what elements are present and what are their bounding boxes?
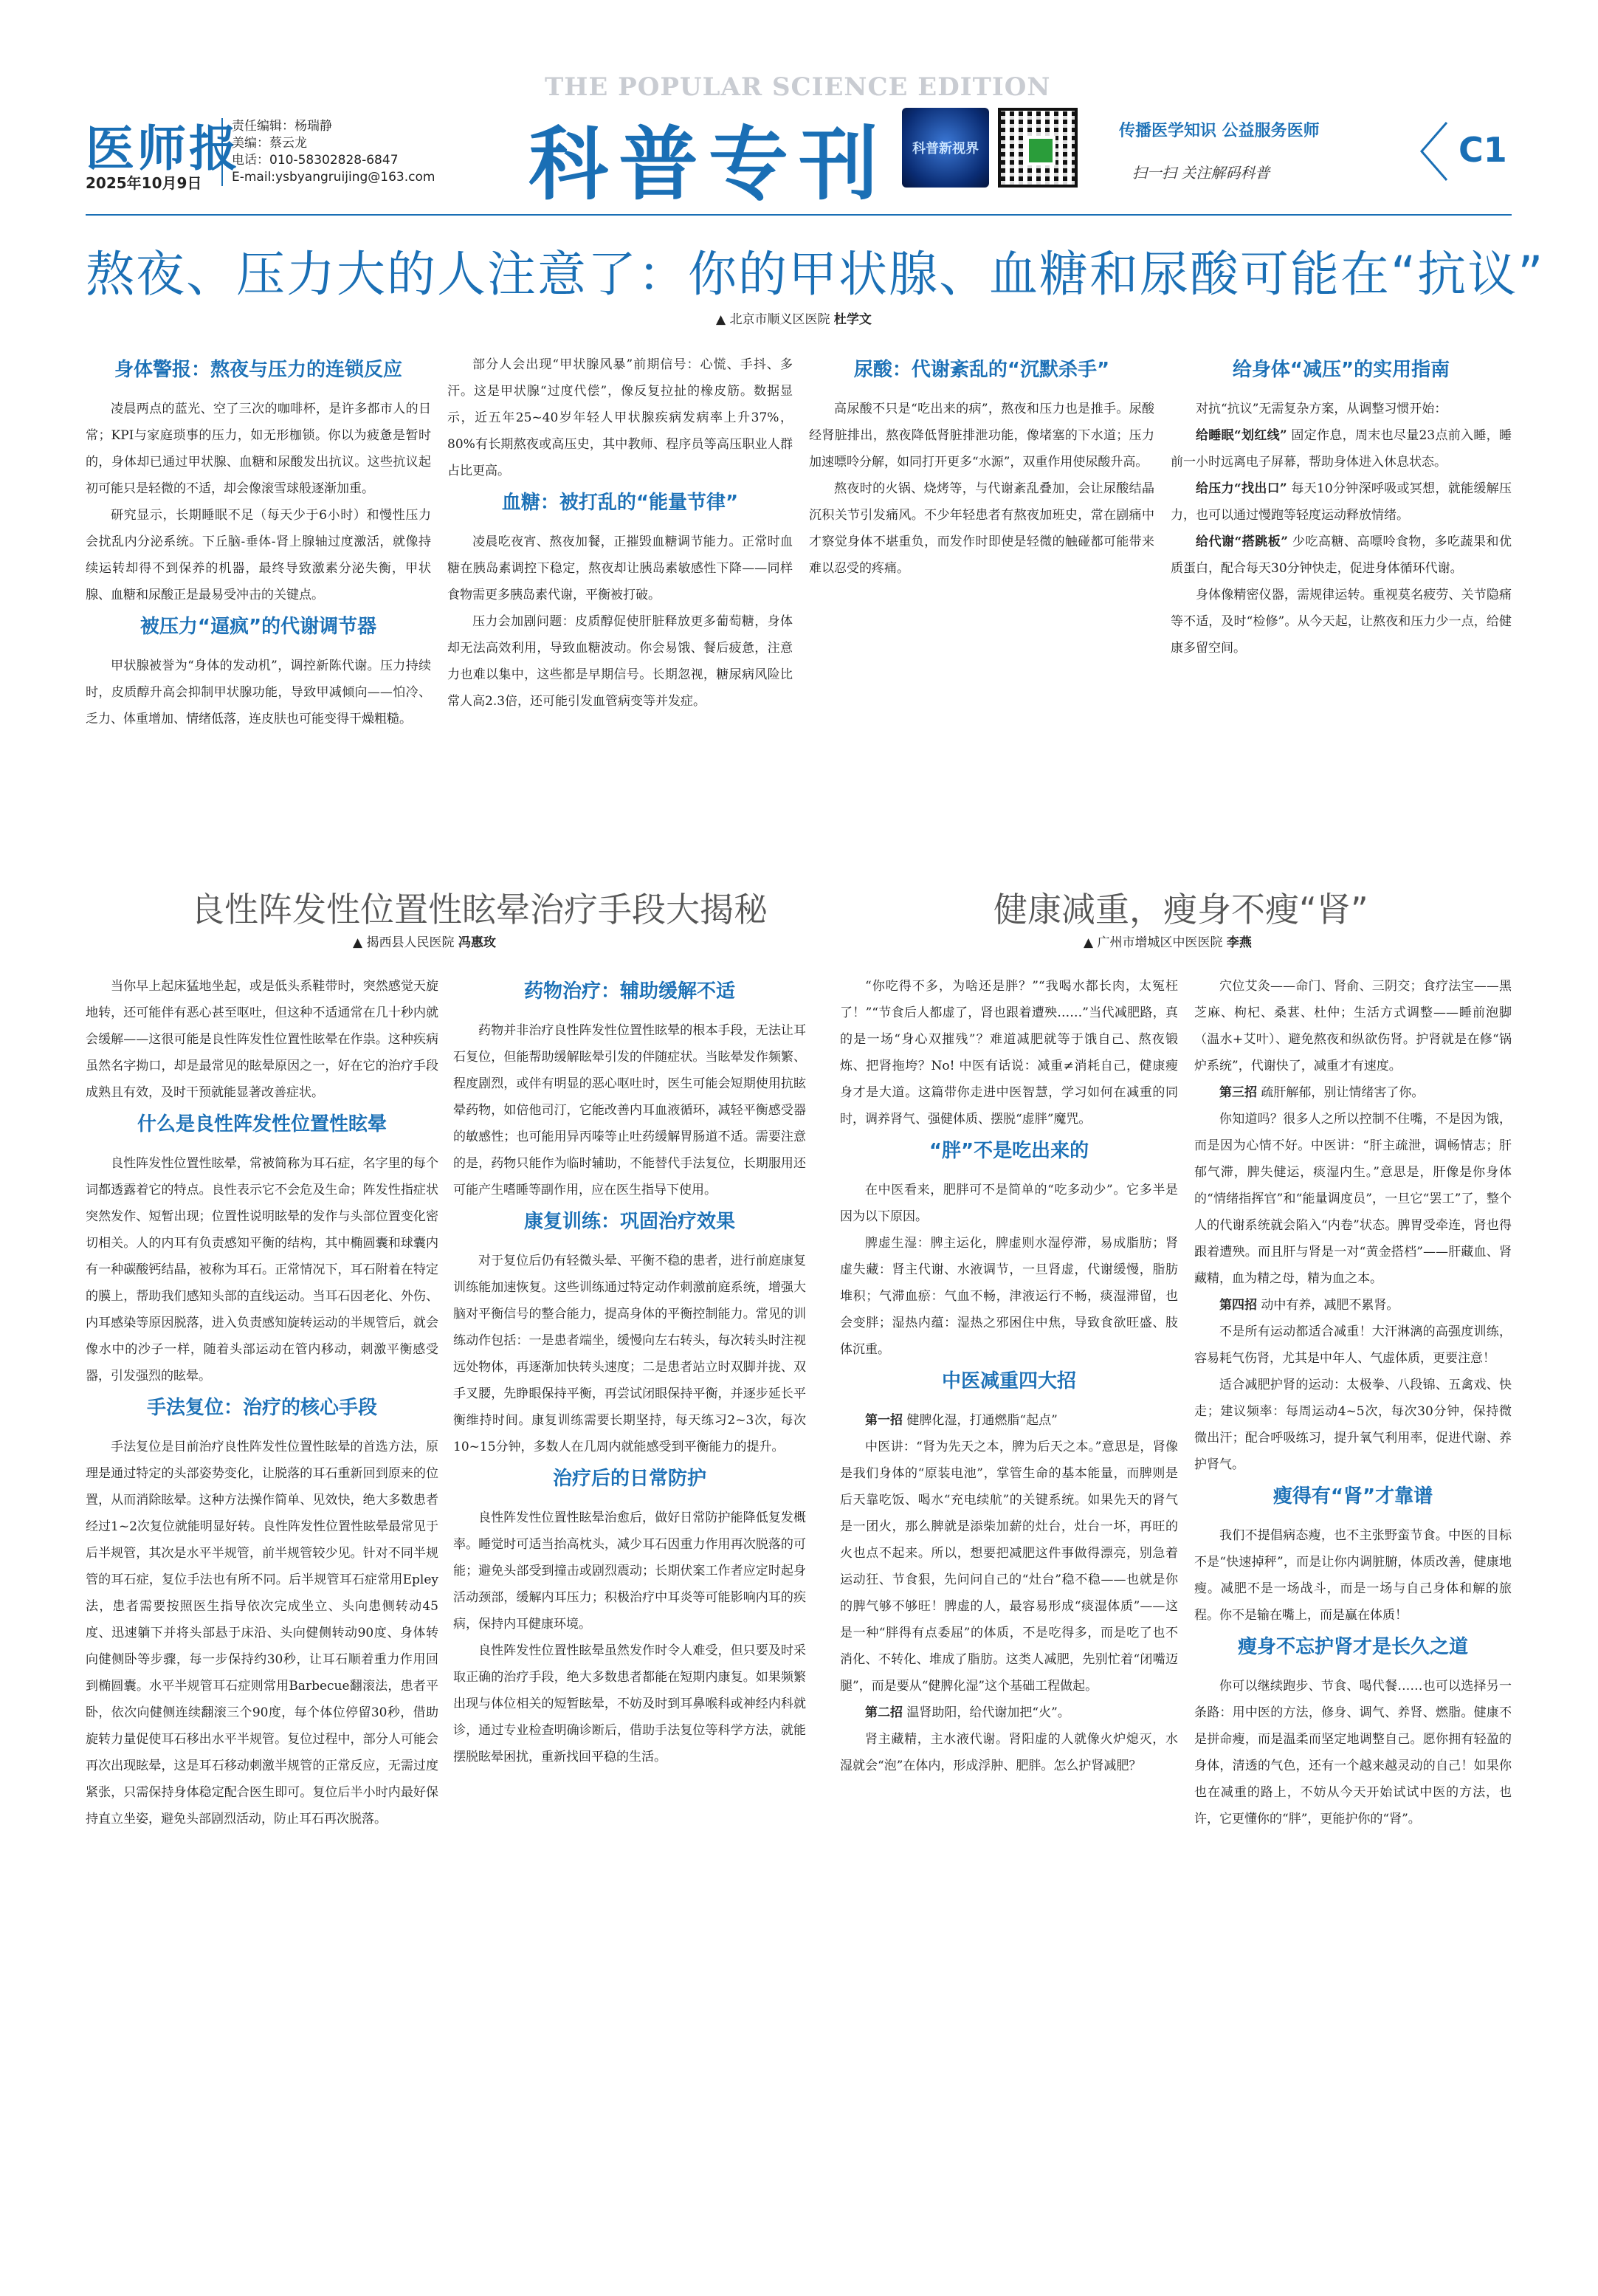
- paragraph: 身体像精密仪器，需规律运转。重视莫名疲劳、关节隐痛等不适，及时“检修”。从今天起，让熬夜和压力少一点，给健康多留空间。: [1171, 588, 1512, 656]
- method-paragraph: [1194, 1292, 1512, 1319]
- section-heading: 药物治疗：辅助缓解不适: [523, 980, 735, 1003]
- method-text: 疏肝解郁，别让情绪害了你。: [1257, 1085, 1425, 1100]
- author-name: 冯惠玫: [458, 935, 496, 950]
- paragraph: 脾虚生湿：脾主运化，脾虚则水湿停滞，易成脂肪；肾虚失藏：肾主代谢、水液调节，一旦肾虚，代谢缓慢，脂肪堆积；气滞血瘀：气血不畅，津液运行不畅，痰湿滞留，也会变胖；湿热内蕴：湿热之邪困住中焦，导致食欲旺盛、肢体沉重。: [840, 1236, 1178, 1357]
- paragraph: 良性阵发性位置性眩晕治愈后，做好日常防护能降低复发概率。睡觉时可适当抬高枕头，减少耳石因重力作用再次脱落的可能；避免头部受到撞击或剧烈震动；长期伏案工作者应定时起身活动颈部，缓解内耳压力；积极治疗中耳炎等可能影响内耳的疾病，保持内耳健康环境。: [453, 1510, 806, 1632]
- article3-column-2: [1194, 973, 1512, 2243]
- scan-prompt: 扫一扫 关注解码科普: [1132, 164, 1270, 182]
- author-org: ▲ 广州市增城区中医医院: [1084, 935, 1227, 950]
- masthead-divider: [86, 214, 1512, 216]
- author-name: 杜学文: [833, 312, 872, 327]
- paragraph: “你吃得不多，为啥还是胖？”“我喝水都长肉，太冤枉了！”“节食后人都虚了，肾也跟着遭殃……”当代减肥路，真的是一场“身心双摧残”？难道减肥就等于饿自己、熬夜锻炼、把肾拖垮？No! 中医有话说：减重≠消耗自己，健康瘦身才是大道。这篇带你走进中医智慧，学习如何在减重的同时，调养肾气、强健体质、摆脱“虚胖”魔咒。: [840, 979, 1178, 1127]
- section-heading: 什么是良性阵发性位置性眩晕: [137, 1113, 387, 1135]
- edition-badge-image: [902, 108, 989, 188]
- tip-paragraph: [1171, 529, 1512, 582]
- slogan: 传播医学知识 公益服务医师: [1119, 122, 1320, 140]
- section-heading: 给身体“减压”的实用指南: [1232, 359, 1450, 381]
- qr-code-icon[interactable]: [998, 108, 1078, 188]
- paragraph: 对于复位后仍有轻微头晕、平衡不稳的患者，进行前庭康复训练能加速恢复。这些训练通过特定动作刺激前庭系统，增强大脑对平衡信号的整合能力，提高身体的平衡控制能力。常见的训练动作包括：一是患者端坐，缓慢向左右转头，每次转头时注视远处物体，再逐渐加快转头速度；二是患者站立时双脚并拢、双手叉腰，先睁眼保持平衡，再尝试闭眼保持平衡，并逐步延长平衡维持时间。康复训练需要长期坚持，每天练习2~3次，每次10~15分钟，多数人在几周内就能感受到平衡能力的提升。: [453, 1254, 806, 1454]
- tip-label: 给压力“找出口”: [1196, 481, 1287, 496]
- method-label: 第一招: [865, 1413, 903, 1428]
- method-label: 第三招: [1219, 1085, 1257, 1100]
- paragraph: 当你早上起床猛地坐起，或是低头系鞋带时，突然感觉天旋地转，还可能伴有恶心甚至呕吐，但这种不适通常在几十秒内就会缓解——这很可能是良性阵发性位置性眩晕在作祟。这种疾病虽然名字拗口，却是最常见的眩晕原因之一，好在它的治疗手段成熟且有效，及时干预就能显著改善症状。: [86, 979, 438, 1100]
- paragraph: 手法复位是目前治疗良性阵发性位置性眩晕的首选方法，原理是通过特定的头部姿势变化，让脱落的耳石重新回到原来的位置，从而消除眩晕。这种方法操作简单、见效快，绝大多数患者经过1~2次复位就能明显好转。良性阵发性位置性眩晕最常见于后半规管，其次是水平半规管，前半规管较少见。针对不同半规管的耳石症，复位手法也有所不同。后半规管耳石症常用Epley法，患者需要按照医生指导依次完成坐立、头向患侧转动45度、迅速躺下并将头部悬于床沿、头向健侧转动90度、身体转向健侧卧等步骤，每一步保持约30秒，让耳石顺着重力作用回到椭圆囊。水平半规管耳石症则常用Barbecue翻滚法，患者平卧，依次向健侧连续翻滚三个90度，每个体位停留30秒，借助旋转力量促使耳石移出水平半规管。复位过程中，部分人可能会再次出现眩晕，这是耳石移动刺激半规管的正常反应，无需过度紧张，只需保持身体稳定配合医生即可。复位后半小时内最好保持直立坐姿，避免头部剧烈活动，防止耳石再次脱落。: [86, 1440, 438, 1826]
- method-text: 健脾化湿，打通燃脂“起点”: [903, 1413, 1058, 1428]
- section-heading: 中医减重四大招: [941, 1370, 1076, 1392]
- tip-label: 给睡眠“划红线”: [1196, 428, 1287, 443]
- author-name: 李燕: [1226, 935, 1252, 950]
- paragraph: 适合减肥护肾的运动：太极拳、八段锦、五禽戏、快走；建议频率：每周运动4~5次，每次30分钟，保持微微出汗；配合呼吸练习，提升氧气利用率，促进代谢、养护肾气。: [1194, 1378, 1512, 1472]
- section-heading: 康复训练：巩固治疗效果: [523, 1211, 735, 1233]
- article-byline: [716, 309, 872, 327]
- article1-column-1: [86, 351, 431, 868]
- paragraph: 中医讲：“肾为先天之本，脾为后天之本。”意思是，肾像是我们身体的“原装电池”，掌管生命的基本能量，而脾则是后天靠吃饭、喝水“充电续航”的关键系统。如果先天的肾气是一团火，那么脾就是添柴加薪的灶台，灶台一坏，再旺的火也点不起来。所以，想要把减肥这件事做得漂亮，别急着运动狂、节食狠，先问问自己的“灶台”稳不稳——也就是你的脾气够不够旺！脾虚的人，最容易形成“痰湿体质”——这是一种“胖得有点委屈”的体质，不是吃得多，而是吃了也不消化、不转化、堆成了脂肪。这类人减肥，先别忙着“闭嘴迈腿”，而是要从“健脾化湿”这个基础工程做起。: [840, 1440, 1178, 1694]
- method-paragraph: [840, 1699, 1178, 1726]
- paragraph: 我们不提倡病态瘦，也不主张野蛮节食。中医的目标不是“快速掉秤”，而是让你内调脏腑，体质改善，健康地瘦。减肥不是一场战斗，而是一场与自己身体和解的旅程。你不是输在嘴上，而是赢在体质！: [1194, 1528, 1512, 1623]
- paragraph: 压力会加剧问题：皮质醇促使肝脏释放更多葡萄糖，身体却无法高效利用，导致血糖波动。你会易饿、餐后疲惫，注意力也难以集中，这些都是早期信号。长期忽视，糖尿病风险比常人高2.3倍，还可能引发血管病变等并发症。: [447, 614, 793, 709]
- article2-column-2: [453, 973, 806, 2243]
- article-title: 健康减重，瘦身不瘦“肾”: [993, 890, 1368, 929]
- section-heading: 手法复位：治疗的核心手段: [146, 1397, 377, 1419]
- section-heading: 被压力“逼疯”的代谢调节器: [140, 616, 377, 638]
- paragraph: 你可以继续跑步、节食、喝代餐……也可以选择另一条路：用中医的方法，修身、调气、养肾、燃脂。健康不是拼命瘦，而是温柔而坚定地调整自己。愿你拥有轻盈的身体，清透的气色，还有一个越来越灵动的自己！如果你也在减重的路上，不妨从今天开始试试中医的方法，也许，它更懂你的“胖”，更能护你的“肾”。: [1194, 1679, 1512, 1826]
- paragraph: 你知道吗？很多人之所以控制不住嘴，不是因为饿，而是因为心情不好。中医讲：“肝主疏泄，调畅情志；肝郁气滞，脾失健运，痰湿内生。”意思是，肝像是你身体的“情绪指挥官”和“能量调度员”，一旦它“罢工”了，整个人的代谢系统就会陷入“内卷”状态。脾胃受牵连，肾也得跟着遭殃。而且肝与肾是一对“黄金搭档”——肝藏血、肾藏精，血为精之母，精为血之本。: [1194, 1112, 1512, 1286]
- editor-line: 电话：010-58302828-6847: [232, 153, 399, 168]
- tip-text: 固定作息，周末也尽量23点前入睡，睡前一小时远离电子屏幕，帮助身体进入休息状态。: [1171, 428, 1512, 470]
- editor-line: 责任编辑：杨瑞静: [232, 119, 332, 134]
- paragraph: 穴位艾灸——命门、肾俞、三阴交；食疗法宝——黑芝麻、枸杞、桑葚、杜仲；生活方式调整——睡前泡脚（温水+艾叶）、避免熬夜和纵欲伤肾。护肾就是在修“锅炉系统”，代谢快了，减重才有速度。: [1194, 979, 1512, 1073]
- paragraph: 良性阵发性位置性眩晕虽然发作时令人难受，但只要及时采取正确的治疗手段，绝大多数患者都能在短期内康复。如果频繁出现与体位相关的短暂眩晕，不妨及时到耳鼻喉科或神经内科就诊，通过专业检查明确诊断后，借助手法复位等科学方法，就能摆脱眩晕困扰，重新找回平稳的生活。: [453, 1643, 806, 1764]
- section-heading: 治疗后的日常防护: [552, 1468, 706, 1490]
- newspaper-logo: 医师报: [86, 120, 241, 177]
- paragraph: 药物并非治疗良性阵发性位置性眩晕的根本手段，无法让耳石复位，但能帮助缓解眩晕引发的伴随症状。当眩晕发作频繁、程度剧烈，或伴有明显的恶心呕吐时，医生可能会短期使用抗眩晕药物，如倍他司汀，它能改善内耳血液循环，减轻平衡感受器的敏感性；也可能用异丙嗪等止吐药缓解胃肠道不适。需要注意的是，药物只能作为临时辅助，不能替代手法复位，长期服用还可能产生嗜睡等副作用，应在医生指导下使用。: [453, 1023, 806, 1197]
- article1-column-3: [809, 351, 1154, 868]
- article1-column-4: [1171, 351, 1512, 868]
- method-label: 第二招: [865, 1705, 903, 1720]
- paragraph: 熬夜时的火锅、烧烤等，与代谢紊乱叠加，会让尿酸结晶沉积关节引发痛风。不少年轻患者有熬夜加班史，常在剧痛中才察觉身体不堪重负，而发作时即使是轻微的触碰都可能带来难以忍受的疼痛。: [809, 481, 1154, 576]
- badge-text: 科普新视界: [912, 141, 979, 157]
- author-org: ▲ 北京市顺义区医院: [716, 312, 834, 327]
- paragraph: 肾主藏精，主水液代谢。肾阳虚的人就像火炉熄灭，水湿就会“泡”在体内，形成浮肿、肥胖。怎么护肾减肥？: [840, 1732, 1178, 1773]
- method-text: 动中有养，减肥不累肾。: [1257, 1298, 1399, 1313]
- method-label: 第四招: [1219, 1298, 1257, 1313]
- paragraph: 不是所有运动都适合减重！大汗淋漓的高强度训练，容易耗气伤肾，尤其是中年人、气虚体质，更要注意！: [1194, 1324, 1512, 1366]
- editor-line: E-mail:ysbyangruijing@163.com: [232, 170, 435, 185]
- paragraph: 高尿酸不只是“吃出来的病”，熬夜和压力也是推手。尿酸经肾脏排出，熬夜降低肾脏排泄功能，像堵塞的下水道；压力加速嘌呤分解，如同打开更多“水源”，双重作用使尿酸升高。: [809, 402, 1154, 470]
- paragraph: 良性阵发性位置性眩晕，常被简称为耳石症，名字里的每个词都透露着它的特点。良性表示它不会危及生命；阵发性指症状突然发作、短暂出现；位置性说明眩晕的发作与头部位置变化密切相关。人的内耳有负责感知平衡的结构，其中椭圆囊和球囊内有一种碳酸钙结晶，被称为耳石。正常情况下，耳石附着在特定的膜上，帮助我们感知头部的直线运动。当耳石因老化、外伤、内耳感染等原因脱落，进入负责感知旋转运动的半规管后，就会像水中的沙子一样，随着头部运动在管内移动，刺激平衡感受器，引发强烈的眩晕。: [86, 1156, 438, 1384]
- article3-column-1: [840, 973, 1178, 2243]
- edition-english-title: THE POPULAR SCIENCE EDITION: [545, 72, 1051, 102]
- section-heading: 瘦得有“肾”才靠谱: [1272, 1485, 1433, 1508]
- section-heading: “胖”不是吃出来的: [929, 1140, 1089, 1162]
- method-text: 温肾助阳，给代谢加把“火”。: [903, 1705, 1070, 1720]
- method-paragraph: [1194, 1079, 1512, 1106]
- section-heading: 瘦身不忘护肾才是长久之道: [1237, 1636, 1468, 1658]
- editor-line: 美编：蔡云龙: [232, 136, 307, 151]
- paragraph: 在中医看来，肥胖可不是简单的“吃多动少”。它多半是因为以下原因。: [840, 1183, 1178, 1224]
- method-paragraph: [840, 1407, 1178, 1434]
- tip-paragraph: [1171, 422, 1512, 475]
- paragraph: 部分人会出现“甲状腺风暴”前期信号：心慌、手抖、多汗。这是甲状腺“过度代偿”，像反复拉扯的橡皮筋。数据显示，近五年25~40岁年轻人甲状腺疾病发病率上升37%，80%有长期熬夜或高压史，其中教师、程序员等高压职业人群占比更高。: [447, 357, 793, 478]
- article-title: 良性阵发性位置性眩晕治疗手段大揭秘: [190, 890, 768, 929]
- tip-text: 少吃高糖、高嘌呤食物，多吃蔬果和优质蛋白，配合每天30分钟快走，促进身体循环代谢。: [1171, 535, 1512, 576]
- paragraph: 凌晨两点的蓝光、空了三次的咖啡杯，是许多都市人的日常；KPI与家庭琐事的压力，如无形枷锁。你以为疲惫是暂时的，身体却已通过甲状腺、血糖和尿酸发出抗议。这些抗议起初可能只是轻微的不适，却会像滚雪球般逐渐加重。: [86, 402, 431, 496]
- article-byline: [1084, 932, 1252, 950]
- masthead: [0, 0, 1598, 211]
- paragraph: 凌晨吃夜宵、熬夜加餐，正摧毁血糖调节能力。正常时血糖在胰岛素调控下稳定，熬夜却让胰岛素敏感性下降——同样食物需更多胰岛素代谢，平衡被打破。: [447, 535, 793, 602]
- tip-label: 给代谢“搭跳板”: [1196, 535, 1289, 549]
- article2-column-1: [86, 973, 438, 2243]
- paragraph: 甲状腺被誉为“身体的发动机”，调控新陈代谢。压力持续时，皮质醇升高会抑制甲状腺功能，导致甲减倾向——怕冷、乏力、体重增加、情绪低落，连皮肤也可能变得干燥粗糙。: [86, 659, 431, 726]
- editor-credits: [221, 118, 435, 186]
- edition-title: 科普专刊: [528, 119, 889, 211]
- tip-text: 每天10分钟深呼吸或冥想，就能缓解压力，也可以通过慢跑等轻度运动释放情绪。: [1171, 481, 1512, 523]
- section-heading: 尿酸：代谢紊乱的“沉默杀手”: [853, 359, 1110, 381]
- paragraph: 研究显示，长期睡眠不足（每天少于6小时）和慢性压力会扰乱内分泌系统。下丘脑-垂体-肾上腺轴过度激活，就像持续运转却得不到保养的机器，最终导致激素分泌失衡，甲状腺、血糖和尿酸正是最易受冲击的关键点。: [86, 508, 431, 602]
- page-number: C1: [1458, 130, 1507, 170]
- paragraph: 对抗“抗议”无需复杂方案，从调整习惯开始：: [1196, 402, 1447, 416]
- article-byline: [353, 932, 496, 950]
- page-number-badge: [1417, 120, 1506, 183]
- article-title: 熬夜、压力大的人注意了：你的甲状腺、血糖和尿酸可能在“抗议”: [86, 246, 1545, 303]
- section-heading: 血糖：被打乱的“能量节律”: [501, 492, 739, 514]
- author-org: ▲ 揭西县人民医院: [353, 935, 458, 950]
- article1-column-2: [447, 351, 793, 868]
- section-heading: 身体警报：熬夜与压力的连锁反应: [114, 359, 402, 381]
- issue-date: 2025年10月9日: [86, 174, 202, 192]
- tip-paragraph: [1171, 475, 1512, 529]
